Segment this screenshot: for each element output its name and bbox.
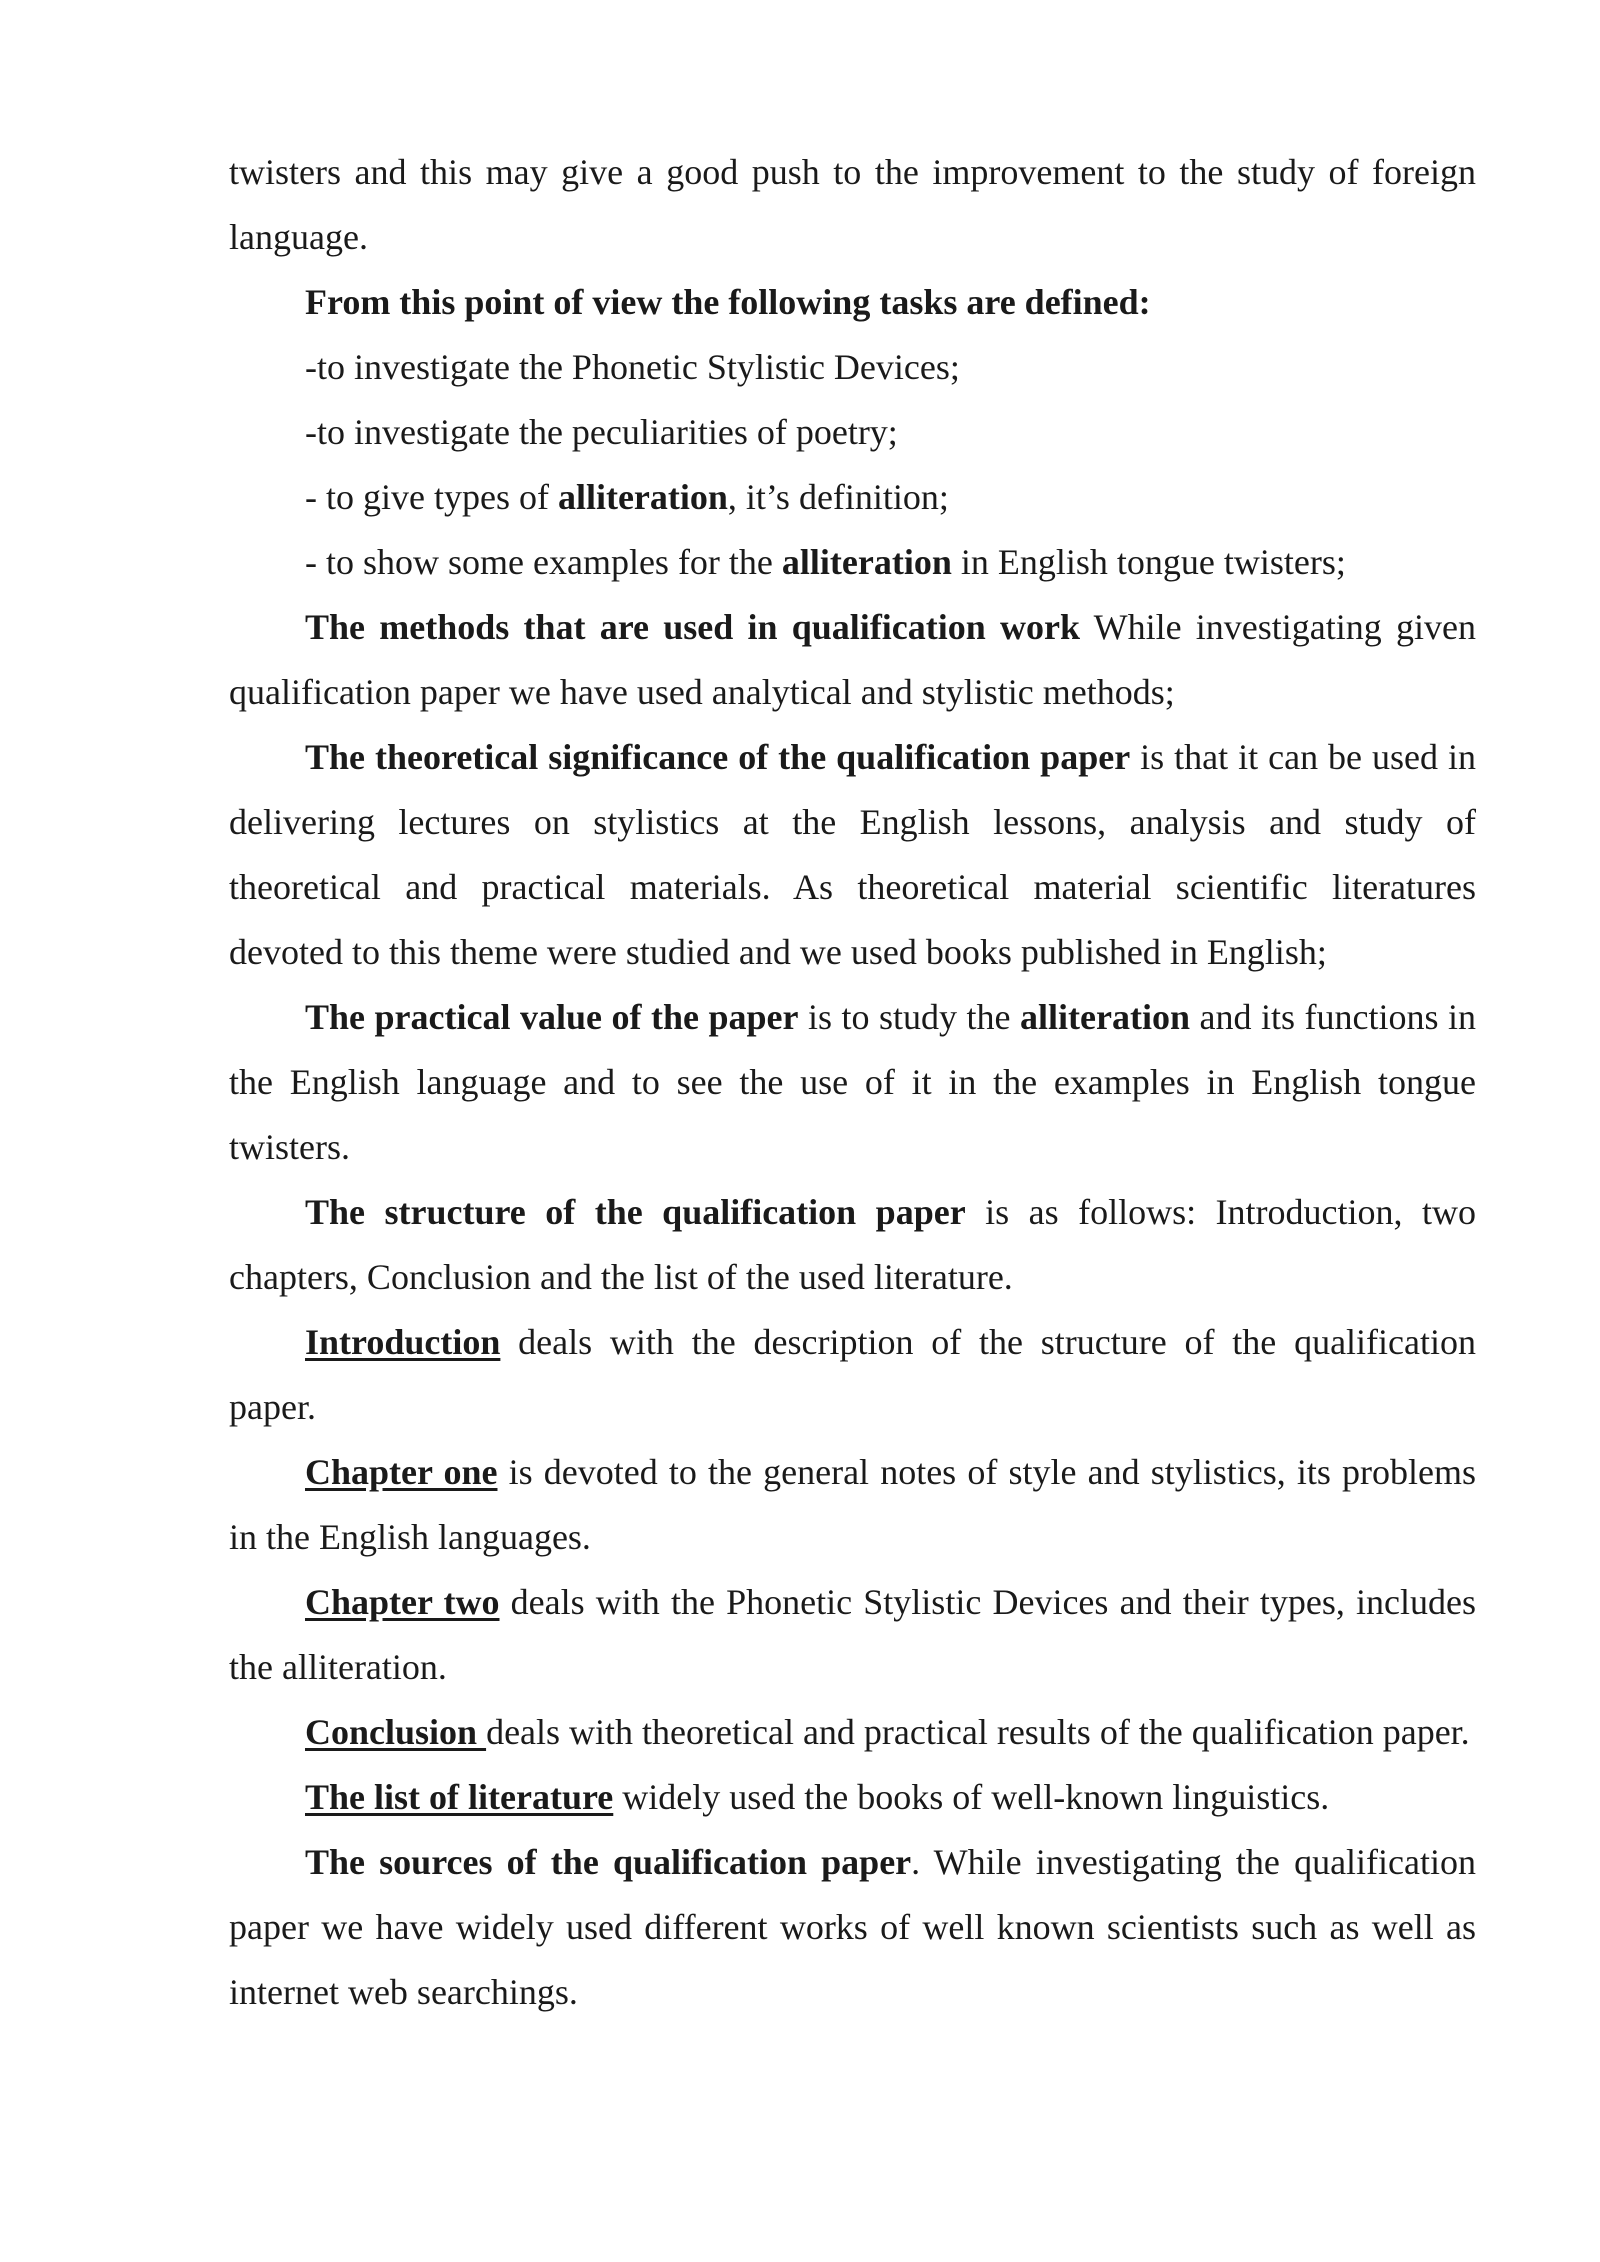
tasks-heading: From this point of view the following tasks are defined: <box>305 282 1151 322</box>
list-of-literature-text: widely used the books of well-known linguistics. <box>613 1777 1330 1817</box>
paragraph-chapter-two <box>229 1570 1476 1700</box>
paragraph-structure <box>229 1180 1476 1310</box>
introduction-text: deals with the description of the structure of the qualification paper. <box>229 1322 1476 1427</box>
conclusion-heading: Conclusion <box>305 1712 487 1752</box>
introduction-heading: Introduction <box>305 1322 501 1362</box>
sources-heading: The sources of the qualification paper <box>305 1842 912 1882</box>
paragraph-introduction <box>229 1310 1476 1440</box>
task-item-4-text-end: in English tongue twisters; <box>951 542 1346 582</box>
paragraph-methods <box>229 595 1476 725</box>
chapter-two-text: deals with the Phonetic Stylistic Devices and their types, includes the alliteration. <box>229 1582 1476 1687</box>
structure-heading: The structure of the qualification paper <box>305 1192 966 1232</box>
paragraph-chapter-one <box>229 1440 1476 1570</box>
task-item-3-text: - to give types of <box>305 477 558 517</box>
conclusion-text: deals with theoretical and practical results of the qualification paper. <box>486 1712 1470 1752</box>
methods-heading: The methods that are used in qualification work <box>305 607 1081 647</box>
task-item-4 <box>229 530 1476 595</box>
practical-value-text: is to study the <box>798 997 1021 1037</box>
structure-text: is as follows: Introduction, two chapters, Conclusion and the list of the used literature. <box>229 1192 1476 1297</box>
task-item-1: -to investigate the Phonetic Stylistic Devices; <box>305 347 960 387</box>
task-item-4-text: - to show some examples for the <box>305 542 782 582</box>
paragraph-intro-continuation: twisters and this may give a good push to the improvement to the study of foreign language. <box>229 152 1476 257</box>
paragraph-practical-value <box>229 985 1476 1180</box>
paragraph-sources <box>229 1830 1476 2025</box>
list-of-literature-heading: The list of literature <box>305 1777 614 1817</box>
theoretical-significance-heading: The theoretical significance of the qualification paper <box>305 737 1131 777</box>
chapter-two-heading: Chapter two <box>305 1582 500 1622</box>
task-item-3 <box>229 465 1476 530</box>
methods-text: While investigating given qualification paper we have used analytical and stylistic methods; <box>229 607 1476 712</box>
theoretical-significance-text: is that it can be used in delivering lectures on stylistics at the English lessons, analysis and study of theoretical and practical materials. As theoretical material scientific literatures devoted to this theme were studied and we used books published in English; <box>229 737 1476 972</box>
paragraph-list-of-literature <box>229 1765 1476 1830</box>
task-item-4-bold: alliteration <box>781 542 952 582</box>
task-item-3-bold: alliteration <box>557 477 728 517</box>
paragraph-theoretical-significance <box>229 725 1476 985</box>
paragraph-conclusion <box>229 1700 1476 1765</box>
sources-text: . While investigating the qualification paper we have widely used different works of well known scientists such as well as internet web searchings. <box>229 1842 1477 2012</box>
document-page <box>229 140 1476 2025</box>
chapter-one-heading: Chapter one <box>305 1452 498 1492</box>
task-item-3-text-end: , it’s definition; <box>727 477 949 517</box>
task-item-2: -to investigate the peculiarities of poetry; <box>305 412 898 452</box>
practical-value-text-end: and its functions in the English language and to see the use of it in the examples in English tongue twisters. <box>229 997 1476 1167</box>
practical-value-heading: The practical value of the paper <box>305 997 799 1037</box>
practical-value-bold-term: alliteration <box>1020 997 1190 1037</box>
chapter-one-text: is devoted to the general notes of style and stylistics, its problems in the English languages. <box>229 1452 1476 1557</box>
